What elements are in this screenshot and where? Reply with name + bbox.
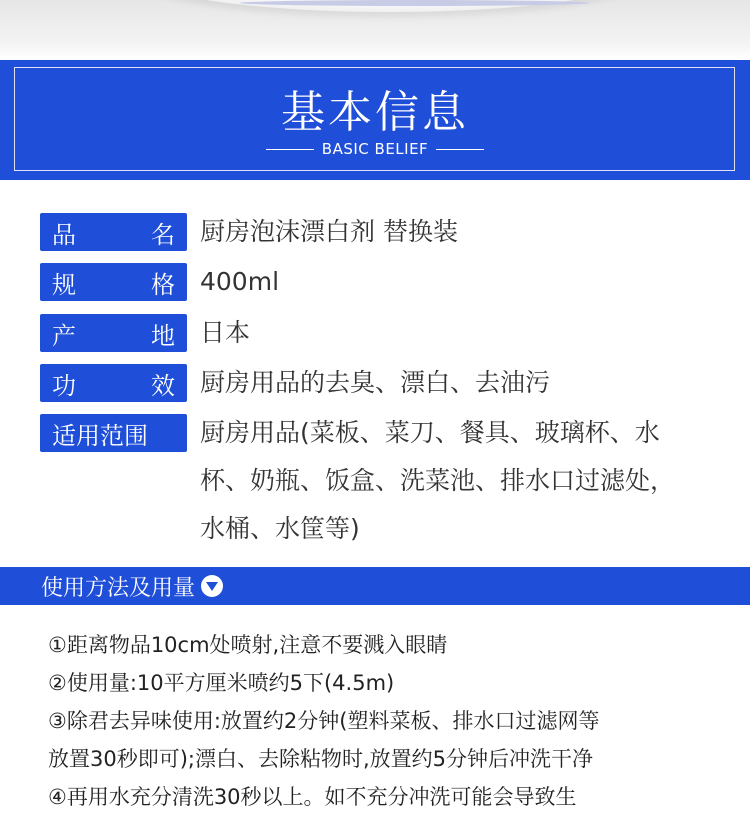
scope-line: 厨房用品(菜板、菜刀、餐具、玻璃杯、水 (200, 418, 660, 447)
chevron-down-circle-icon (201, 575, 223, 597)
info-value-spec: 400ml (200, 267, 280, 296)
info-label-name (40, 213, 187, 251)
label-char: 名 (151, 220, 175, 249)
subtitle-line-left (266, 149, 314, 150)
info-label-origin (40, 314, 187, 352)
product-info-table (40, 213, 720, 553)
label-char: 适用范围 (52, 421, 148, 450)
info-row-effect (40, 364, 720, 402)
info-row-spec (40, 263, 720, 301)
info-row-scope (40, 414, 720, 553)
usage-line: ③除君去异味使用:放置约2分钟(塑料菜板、排水口过滤网等 (48, 709, 600, 733)
info-value-effect: 厨房用品的去臭、漂白、去油污 (200, 368, 551, 397)
label-char: 格 (151, 270, 175, 299)
info-row-origin (40, 314, 720, 352)
usage-line: ②使用量:10平方厘米喷约5下(4.5m) (48, 671, 395, 695)
info-value-origin: 日本 (200, 318, 251, 347)
section-subtitle: BASIC BELIEF (321, 140, 429, 158)
product-image-fragment (0, 0, 750, 60)
label-char: 功 (52, 371, 76, 400)
info-value-scope (200, 409, 720, 553)
scope-line: 杯、奶瓶、饭盒、洗菜池、排水口过滤处， (200, 466, 676, 495)
section-subtitle-row (0, 140, 750, 158)
label-char: 效 (151, 371, 175, 400)
label-char: 产 (52, 321, 76, 350)
section-title: 基本信息 (281, 87, 469, 138)
info-label-effect (40, 364, 187, 402)
subtitle-line-right (436, 149, 484, 150)
usage-instructions (48, 626, 728, 816)
usage-line: ①距离物品10cm处喷射,注意不要溅入眼睛 (48, 633, 448, 657)
usage-title: 使用方法及用量 (41, 575, 196, 601)
label-char: 规 (52, 270, 76, 299)
usage-section-bar (0, 567, 750, 605)
label-char: 品 (52, 220, 76, 249)
info-value-name: 厨房泡沫漂白剂 替换装 (200, 217, 458, 246)
info-row-name (40, 213, 720, 251)
info-label-scope (40, 414, 187, 452)
usage-line: ④再用水充分清洗30秒以上。如不充分冲洗可能会导致生 (48, 785, 577, 809)
info-label-spec (40, 263, 187, 301)
section-header (0, 60, 750, 180)
product-bottle-base (130, 0, 650, 12)
scope-line: 水桶、水筐等) (200, 514, 360, 543)
usage-line: 放置30秒即可);漂白、去除粘物时,放置约5分钟后冲洗干净 (48, 747, 594, 771)
label-char: 地 (151, 321, 175, 350)
